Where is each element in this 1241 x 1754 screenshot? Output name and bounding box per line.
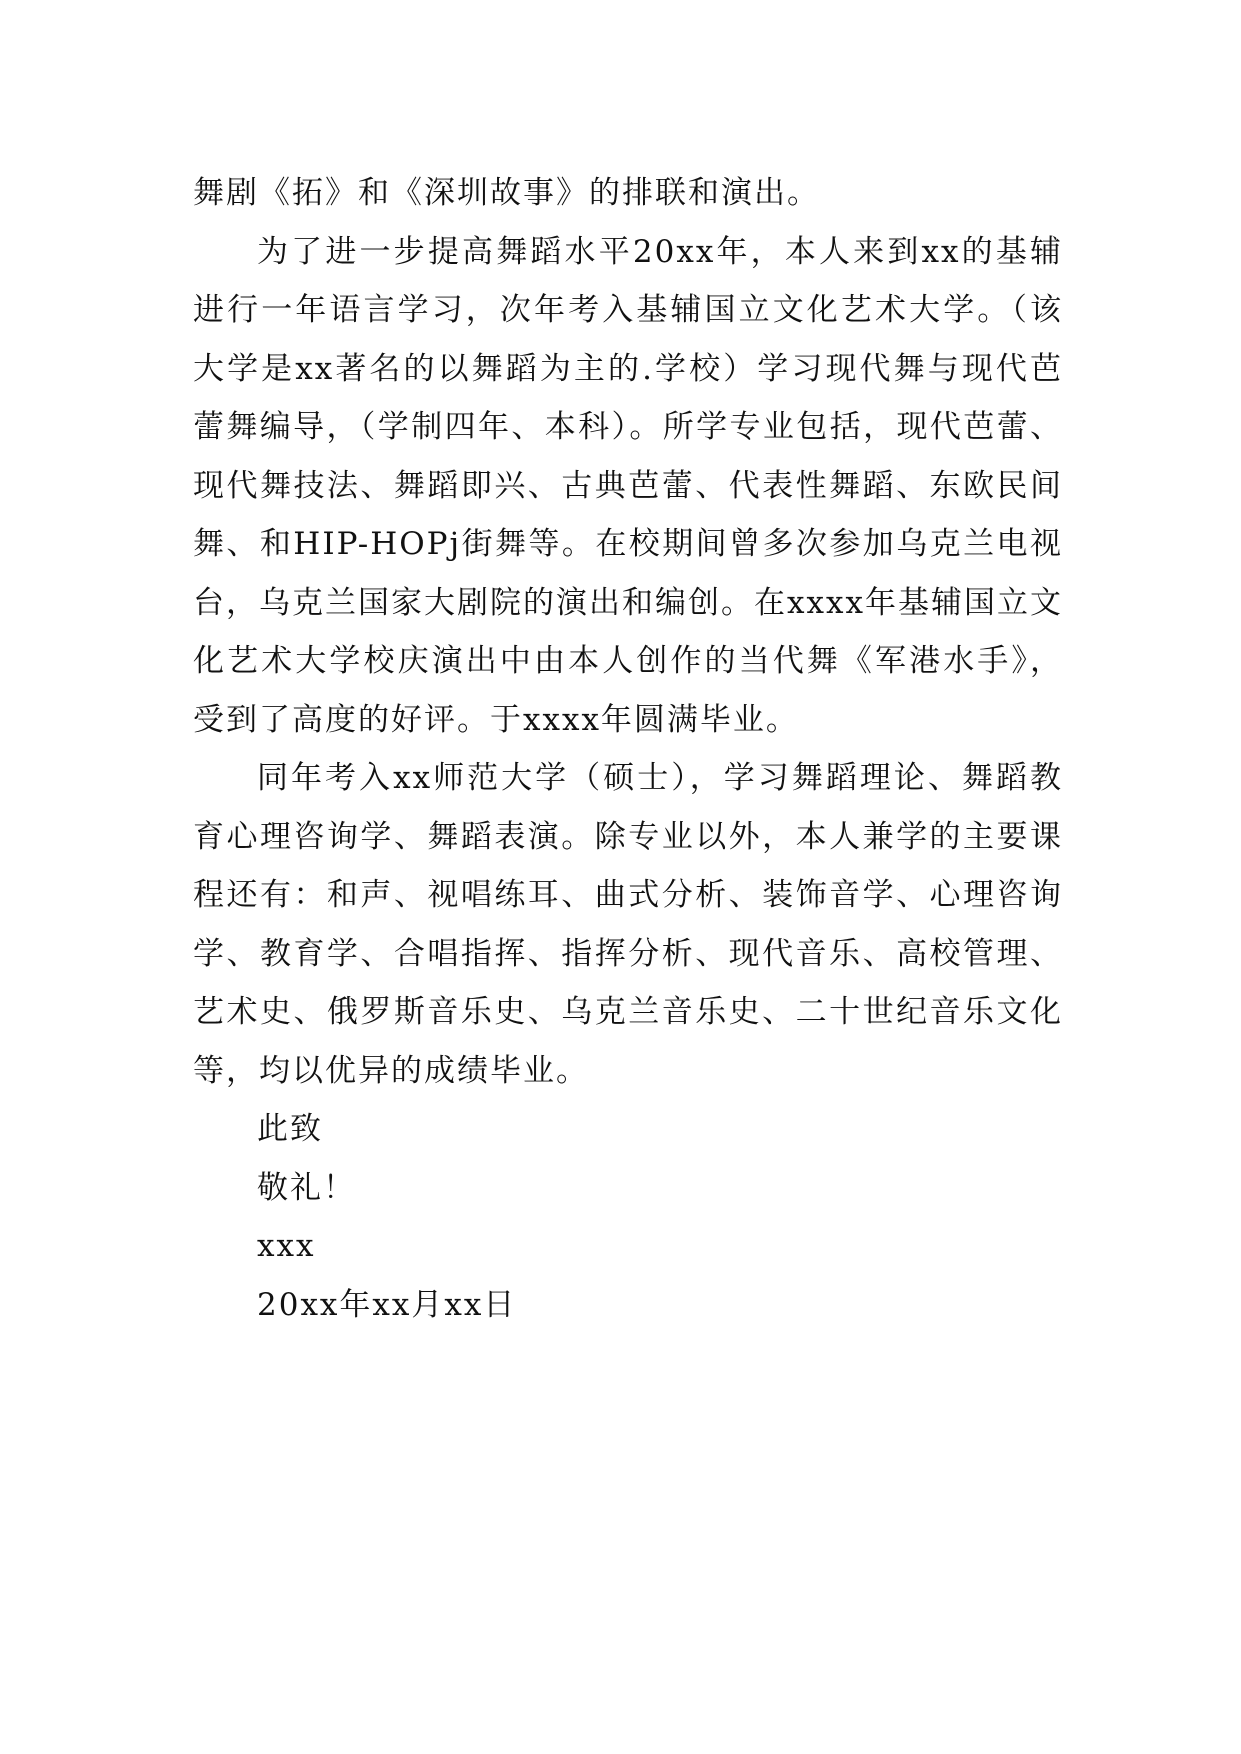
closing-regards: 敬礼！ bbox=[257, 1169, 356, 1206]
paragraph-continuation: 舞剧《拓》和《深圳故事》的排联和演出。 bbox=[193, 175, 820, 211]
closing-salutation: 此致 bbox=[257, 1111, 323, 1147]
signature: xxx bbox=[257, 1228, 316, 1264]
paragraph-masters: 同年考入xx师范大学（硕士），学习舞蹈理论、舞蹈教育心理咨询学、舞蹈表演。除专业以外，本人兼学的主要课程还有：和声、视唱练耳、曲式分析、装饰音学、心理咨询学、教育学、合唱指挥、指挥分析、现代音乐、高校管理、艺术史、俄罗斯音乐史、乌克兰音乐史、二十世纪音乐文化等，均以优异的成绩毕业。 bbox=[193, 760, 1063, 1089]
date-line: 20xx年xx月xx日 bbox=[257, 1286, 517, 1323]
letter-body bbox=[193, 164, 1063, 1334]
paragraph-study-abroad: 为了进一步提高舞蹈水平20xx年，本人来到xx的基辅进行一年语言学习，次年考入基辅国立文化艺术大学。（该大学是xx著名的以舞蹈为主的.学校）学习现代舞与现代芭蕾舞编导，（学制四年、本科）。所学专业包括，现代芭蕾、现代舞技法、舞蹈即兴、古典芭蕾、代表性舞蹈、东欧民间舞、和HIP-HOPj街舞等。在校期间曾多次参加乌克兰电视台，乌克兰国家大剧院的演出和编创。在xxxx年基辅国立文化艺术大学校庆演出中由本人创作的当代舞《军港水手》，受到了高度的好评。于xxxx年圆满毕业。 bbox=[193, 233, 1063, 738]
